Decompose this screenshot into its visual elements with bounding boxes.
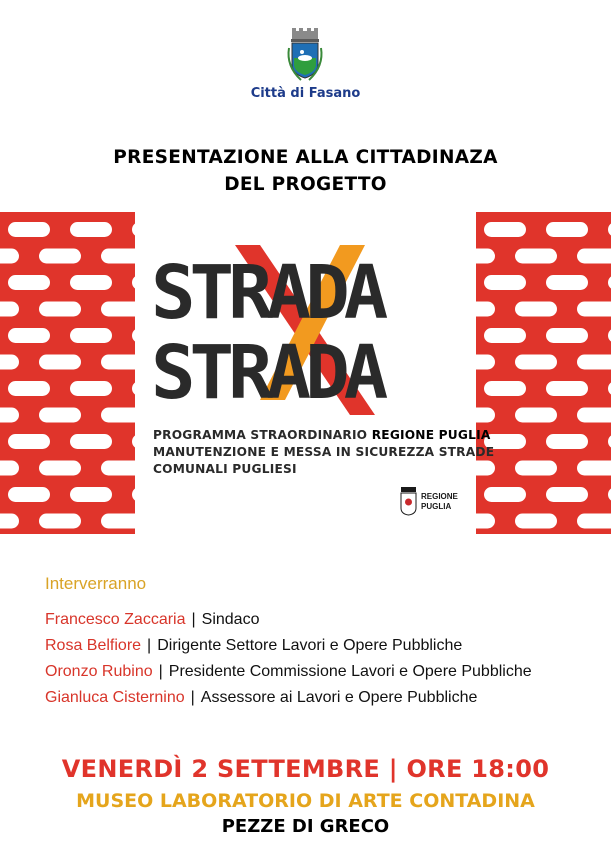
panel-slot (70, 222, 112, 237)
panel-slot (0, 514, 19, 529)
panel-slot (70, 487, 112, 502)
panel-slot (8, 275, 50, 290)
speakers-heading: Interverranno (45, 574, 147, 593)
panel-slot (101, 408, 135, 423)
panel-slot (484, 487, 526, 502)
speaker-role: Assessore ai Lavori e Opere Pubbliche (200, 689, 478, 706)
panel-slot (0, 249, 19, 264)
panel-slot (8, 222, 50, 237)
panel-slot (0, 355, 19, 370)
speaker-row (45, 663, 532, 681)
speaker-separator: | (158, 663, 163, 680)
panel-slot (8, 434, 50, 449)
panel-slot (546, 222, 588, 237)
panel-slot (70, 381, 112, 396)
panel-slot (476, 408, 495, 423)
panel-slot (8, 381, 50, 396)
speaker-name: Francesco Zaccaria (45, 611, 186, 628)
panel-slot (101, 514, 135, 529)
speaker-separator: | (190, 689, 195, 706)
program-line-1a: PROGRAMMA STRAORDINARIO (153, 428, 372, 442)
panel-slot (101, 302, 135, 317)
regione-label-line-2: PUGLIA (421, 502, 452, 511)
panel-slot (515, 514, 557, 529)
speaker-role: Dirigente Settore Lavori e Opere Pubbliche (157, 637, 463, 654)
panel-slot (484, 328, 526, 343)
panel-slot (70, 275, 112, 290)
speaker-name: Oronzo Rubino (45, 663, 153, 680)
panel-slot (476, 461, 495, 476)
program-line-2: MANUTENZIONE E MESSA IN SICUREZZA STRADE (153, 445, 495, 459)
speaker-separator: | (147, 637, 152, 654)
title-line-1: PRESENTAZIONE ALLA CITTADINAZA (113, 147, 498, 168)
panel-slot (515, 461, 557, 476)
panel-slot (39, 355, 81, 370)
speaker-separator: | (191, 611, 196, 628)
panel-slot (484, 275, 526, 290)
panel-slot (515, 408, 557, 423)
panel-slot (39, 514, 81, 529)
speaker-role: Sindaco (201, 611, 260, 628)
panel-slot (546, 328, 588, 343)
regione-label-line-1: REGIONE (421, 492, 458, 501)
panel-slot (0, 461, 19, 476)
program-line-1b: REGIONE PUGLIA (371, 428, 491, 442)
speaker-row (45, 689, 477, 707)
panel-slot (577, 249, 611, 264)
panel-slot (101, 249, 135, 264)
panel-slot (0, 408, 19, 423)
left-red-panel (0, 212, 135, 534)
panel-slot (70, 328, 112, 343)
panel-slot (39, 302, 81, 317)
panel-slot (8, 487, 50, 502)
panel-slot (546, 434, 588, 449)
panel-slot (101, 461, 135, 476)
panel-slot (546, 487, 588, 502)
speaker-row (45, 611, 259, 629)
panel-slot (577, 408, 611, 423)
panel-slot (577, 302, 611, 317)
panel-slot (39, 249, 81, 264)
speaker-name: Gianluca Cisternino (45, 689, 185, 706)
speaker-name: Rosa Belfiore (45, 637, 142, 654)
panel-slot (476, 249, 495, 264)
panel-slot (39, 461, 81, 476)
panel-slot (39, 408, 81, 423)
panel-slot (101, 355, 135, 370)
program-line-1 (153, 428, 490, 442)
city-crest-icon (283, 28, 327, 84)
panel-slot (476, 355, 495, 370)
panel-slot (546, 275, 588, 290)
panel-slot (515, 249, 557, 264)
panel-slot (70, 434, 112, 449)
strada-x-strada-logo (145, 240, 475, 420)
program-line-3: COMUNALI PUGLIESI (153, 462, 297, 476)
panel-slot (484, 381, 526, 396)
event-place: PEZZE DI GRECO (221, 816, 390, 837)
logo-word-1: STRADA (151, 250, 383, 336)
panel-slot (577, 514, 611, 529)
panel-slot (515, 355, 557, 370)
panel-slot (577, 355, 611, 370)
panel-slot (484, 222, 526, 237)
logo-word-2: STRADA (151, 330, 383, 416)
speaker-row (45, 637, 462, 655)
panel-slot (476, 514, 495, 529)
city-name: Città di Fasano (250, 86, 361, 101)
panel-slot (476, 302, 495, 317)
regione-puglia-emblem-icon (400, 486, 417, 516)
panel-slot (577, 461, 611, 476)
speaker-role: Presidente Commissione Lavori e Opere Pubbliche (168, 663, 532, 680)
event-venue: MUSEO LABORATORIO DI ARTE CONTADINA (76, 790, 535, 812)
panel-slot (515, 302, 557, 317)
title-line-2: DEL PROGETTO (224, 174, 387, 195)
panel-slot (546, 381, 588, 396)
panel-slot (8, 328, 50, 343)
panel-slot (0, 302, 19, 317)
right-red-panel (476, 212, 611, 534)
event-date-time: VENERDÌ 2 SETTEMBRE | ORE 18:00 (61, 755, 550, 783)
